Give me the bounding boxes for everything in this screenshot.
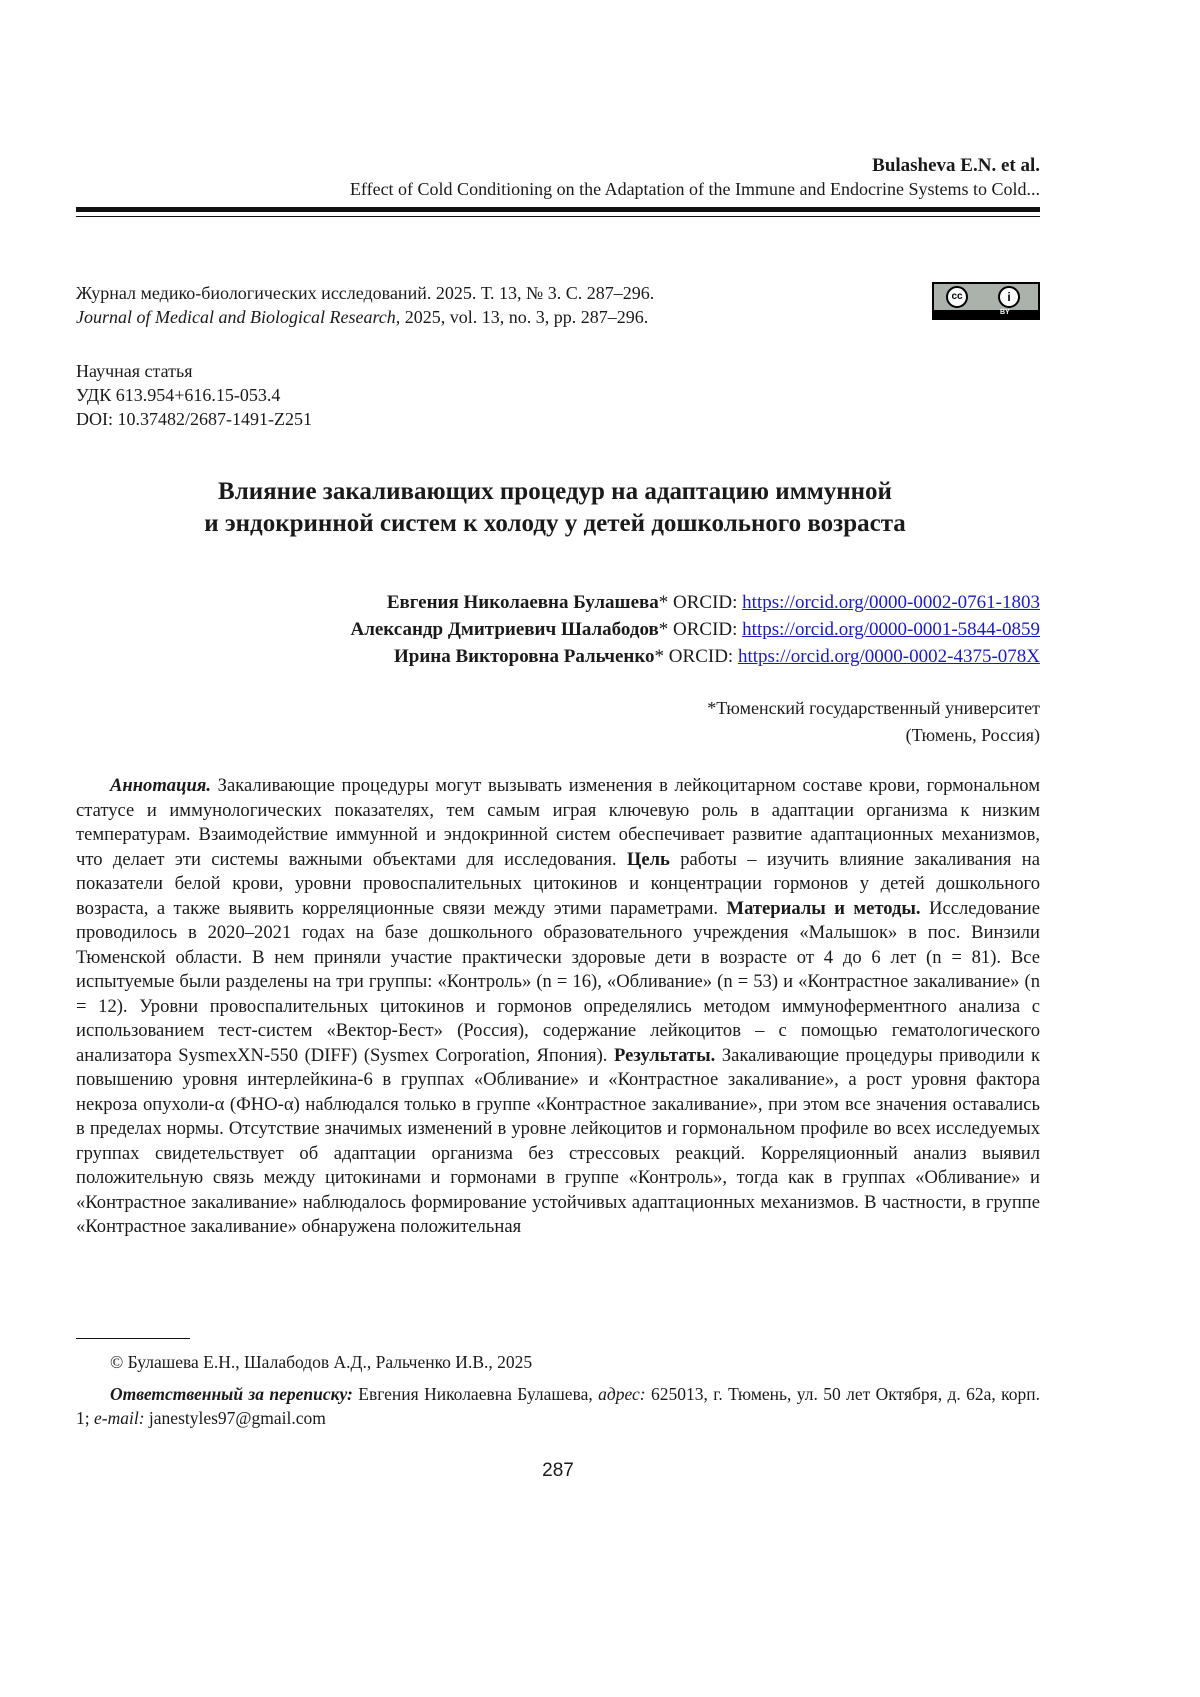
methods-label: Материалы и методы. [726,897,921,919]
email[interactable]: janestyles97@gmail.com [144,1408,326,1428]
correspondence-label: Ответственный за переписку: [110,1384,353,1404]
orcid-label: * ORCID: [658,592,743,613]
udk-code: УДК 613.954+616.15-053.4 [76,385,281,405]
article-type: Научная статья [76,361,193,381]
journal-en-name: Journal of Medical and Biological Research [76,307,396,327]
correspondence-name: Евгения Николаевна Булашева, [352,1384,599,1404]
running-title: Effect of Cold Conditioning on the Adaptation of the Immune and Endocrine Systems to Cold... [349,179,1040,199]
address-label: адрес: [598,1384,646,1404]
title-line-1: Влияние закаливающих процедур на адаптацию иммунной [218,478,892,505]
attribution-icon: i [998,286,1020,308]
footnote-rule [76,1338,190,1339]
orcid-link[interactable]: https://orcid.org/0000-0002-0761-1803 [742,592,1040,613]
author-name: Евгения Николаевна Булашева [386,592,659,613]
orcid-label: * ORCID: [658,619,743,640]
article-title [0,476,1110,540]
abstract [76,774,1040,1240]
journal-citation [76,281,654,329]
affiliation-line-2: (Тюмень, Россия) [905,725,1040,745]
author-line [350,643,1040,670]
abstract-methods: Исследование проводилось в 2020–2021 годах на базе дошкольного образовательного учреждения «Малышок» в пос. Винзили Тюменской области. В нем приняли участие практически здоровые дети в возрасте от 4 до 6 лет (n = 81). Все испытуемые были разделены на три группы: «Контроль» (n = 16), «Обливание» (n = 53) и «Контрастное закаливание» (n = 12). Уровни провоспалительных цитокинов и гормонов определялись методом иммуноферментного анализа с использованием тест-систем «Вектор-Бест» (Россия), содержание лейкоцитов – с помощью гематологического анализатора SysmexXN-550 (DIFF) (Sysmex Corporation, Япония). [76,897,1040,1066]
title-line-2: и эндокринной систем к холоду у детей дошкольного возраста [204,510,906,537]
abstract-intro: Закаливающие процедуры могут вызывать изменения в лейкоцитарном составе крови, гормональном статусе и иммунологических показателях, тем самым играя ключевую роль в адаптации организма к низким температурам. Взаимодействие иммунной и эндокринной систем обеспечивает развитие адаптационных механизмов, что делает эти системы важными объектами для исследования. [76,775,1040,870]
author-line [350,589,1040,616]
article-meta [76,359,312,431]
doi: DOI: 10.37482/2687-1491-Z251 [76,409,312,429]
journal-ru: Журнал медико-биологических исследований. 2025. Т. 13, № 3. С. 287–296. [76,283,655,303]
running-author: Bulasheva E.N. et al. [872,155,1040,176]
header-rule-thick [76,207,1040,212]
abstract-goal: работы – изучить влияние закаливания на показатели белой крови, уровни провоспалительных цитокинов и концентрации гормонов у детей дошкольного возраста, а также выявить корреляционные связи между этими параметрами. [76,848,1040,919]
author-name: Ирина Викторовна Ральченко [394,646,655,667]
orcid-label: * ORCID: [654,646,738,667]
affiliation-line-1: *Тюменский государственный университет [707,698,1040,718]
cc-by-license-badge[interactable] [932,282,1040,320]
authors-block [350,589,1040,670]
orcid-link[interactable]: https://orcid.org/0000-0001-5844-0859 [742,619,1040,640]
author-line [350,616,1040,643]
orcid-link[interactable]: https://orcid.org/0000-0002-4375-078X [737,646,1040,667]
results-label: Результаты. [614,1044,716,1066]
journal-en [76,305,654,329]
creative-commons-icon: cc [946,286,968,308]
abstract-results: Закаливающие процедуры приводили к повышению уровня интерлейкина-6 в группах «Обливание» и «Контрастное закаливание», а рост уровня фактора некроза опухоли-α (ФНО-α) наблюдался только в группе «Контрастное закаливание», при этом все значения оставались в пределах нормы. Отсутствие значимых изменений в уровне лейкоцитов и гормональном профиле во всех исследуемых группах свидетельствует об адаптации организма без стрессовых реакций. Корреляционный анализ выявил положительную связь между цитокинами и гормонами в группе «Контроль», тогда как в группах «Обливание» и «Контрастное закаливание» наблюдалось формирование устойчивых адаптационных механизмов. В частности, в группе «Контрастное закаливание» обнаружена положительная [76,1044,1040,1237]
cc-by-label: BY [1000,309,1010,316]
affiliation [707,695,1040,749]
header-rule-thin [76,216,1040,217]
abstract-lead: Аннотация. [110,775,212,796]
copyright-notice: © Булашева Е.Н., Шалабодов А.Д., Ральченко И.В., 2025 [110,1352,533,1372]
page-number: 287 [542,1460,574,1481]
journal-en-rest: , 2025, vol. 13, no. 3, pp. 287–296. [395,307,649,327]
email-label: e-mail: [94,1408,145,1428]
correspondence [76,1382,1040,1430]
goal-label: Цель [626,848,670,870]
address: 625013, г. Тюмень, ул. 50 лет Октября, д. 62а, корп. 1; [76,1384,1040,1428]
author-name: Александр Дмитриевич Шалабодов [350,619,659,640]
